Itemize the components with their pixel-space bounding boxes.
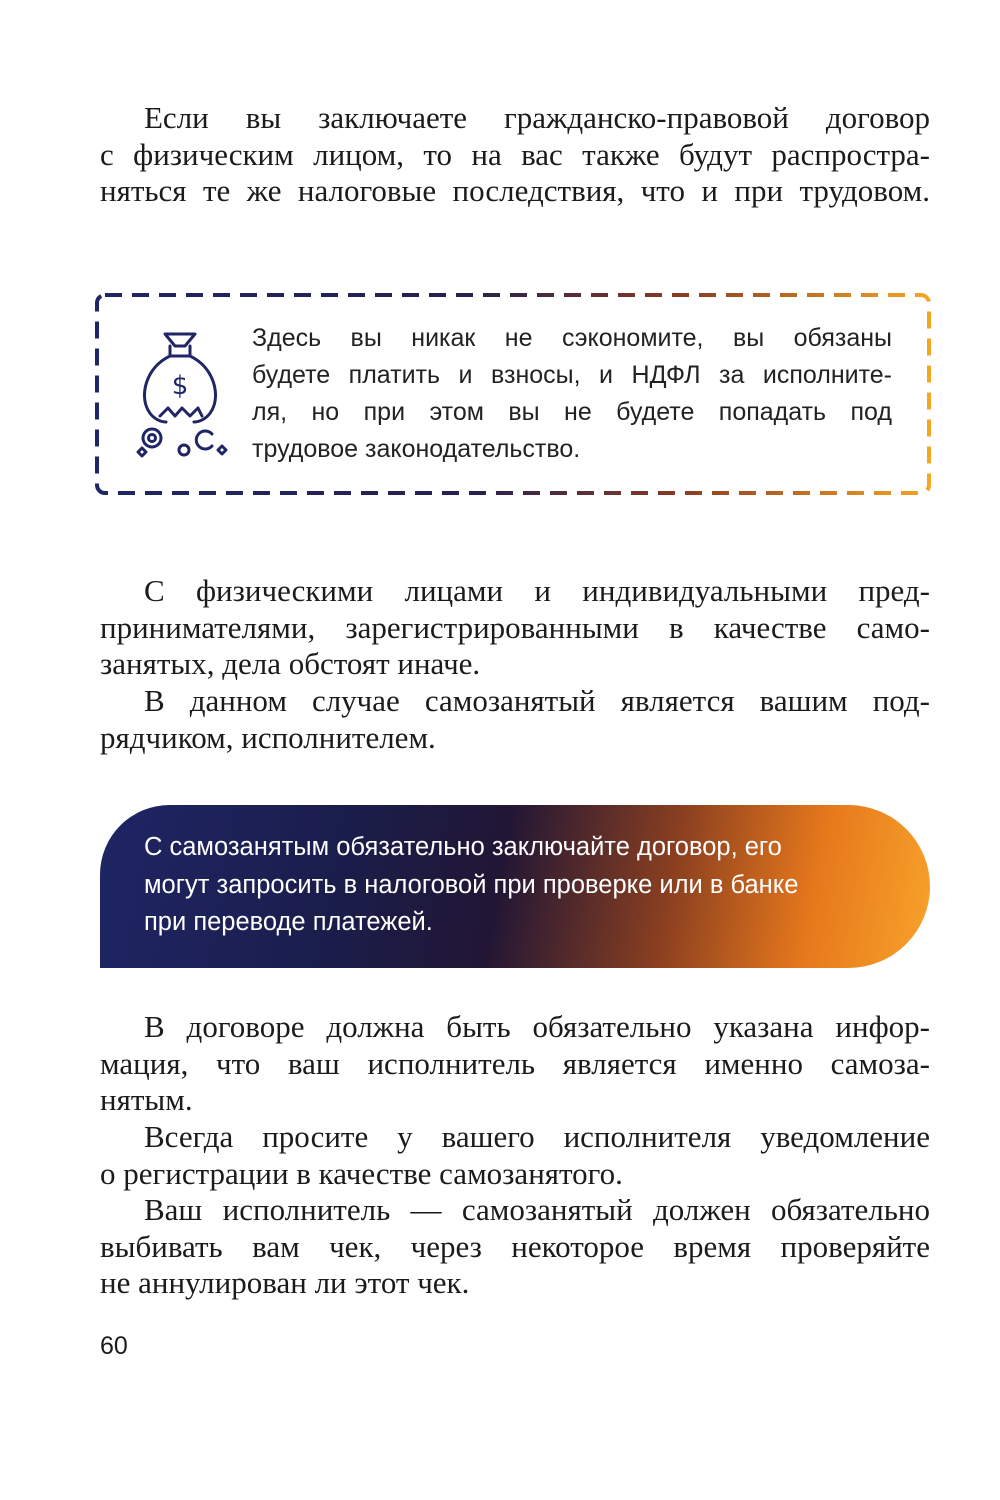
text-line: с физическим лицом, то на вас также будут распростра- <box>100 136 930 172</box>
text-line: будете платить и взносы, и НДФЛ за исполните- <box>252 361 892 389</box>
text-line: В данном случае самозанятый является вашим под- <box>144 683 930 718</box>
text-line: С физическими лицами и индивидуальными пред- <box>144 573 930 608</box>
paragraph-contractor <box>100 683 930 756</box>
paragraph-self-employed <box>100 573 930 683</box>
text-line: С самозанятым обязательно заключайте договор, его <box>144 833 782 861</box>
note-box <box>92 290 934 500</box>
text-line: Всегда просите у вашего исполнителя уведомление <box>144 1119 930 1154</box>
text-line: ля, но при этом вы не будете попадать под <box>252 398 892 426</box>
text-line: мация, что ваш исполнитель является именно самоза- <box>100 1045 930 1081</box>
text-line: няться те же налоговые последствия, что и при трудовом. <box>100 173 930 208</box>
svg-text:$: $ <box>171 371 189 401</box>
text-line: выбивать вам чек, через некоторое время проверяйте <box>100 1228 930 1264</box>
paragraph-contract-info <box>100 1009 930 1119</box>
text-line: принимателями, зарегистрированными в качестве само- <box>100 609 930 645</box>
intro-paragraph <box>100 100 930 210</box>
text-line: при переводе платежей. <box>144 908 433 936</box>
paragraph-notification <box>100 1119 930 1192</box>
callout-text <box>144 829 904 942</box>
text-line: занятых, дела обстоят иначе. <box>100 646 481 681</box>
text-line: рядчиком, исполнителем. <box>100 719 436 755</box>
paragraph-receipt <box>100 1192 930 1302</box>
text-line: могут запросить в налоговой при проверке или в банке <box>144 870 799 899</box>
text-line: нятым. <box>100 1082 193 1117</box>
text-line: Если вы заключаете гражданско-правовой договор <box>144 100 930 135</box>
note-text <box>252 320 892 468</box>
text-line: не аннулирован ли этот чек. <box>100 1265 470 1300</box>
text-line: Здесь вы никак не сэкономите, вы обязаны <box>252 324 892 352</box>
money-bag-icon <box>130 326 230 461</box>
callout-box <box>100 805 930 968</box>
text-line: Ваш исполнитель — самозанятый должен обязательно <box>144 1192 930 1227</box>
text-line: о регистрации в качестве самозанятого. <box>100 1155 623 1191</box>
text-line: В договоре должна быть обязательно указана инфор- <box>144 1009 930 1044</box>
page-number: 60 <box>100 1332 128 1360</box>
text-line: трудовое законодательство. <box>252 435 581 463</box>
